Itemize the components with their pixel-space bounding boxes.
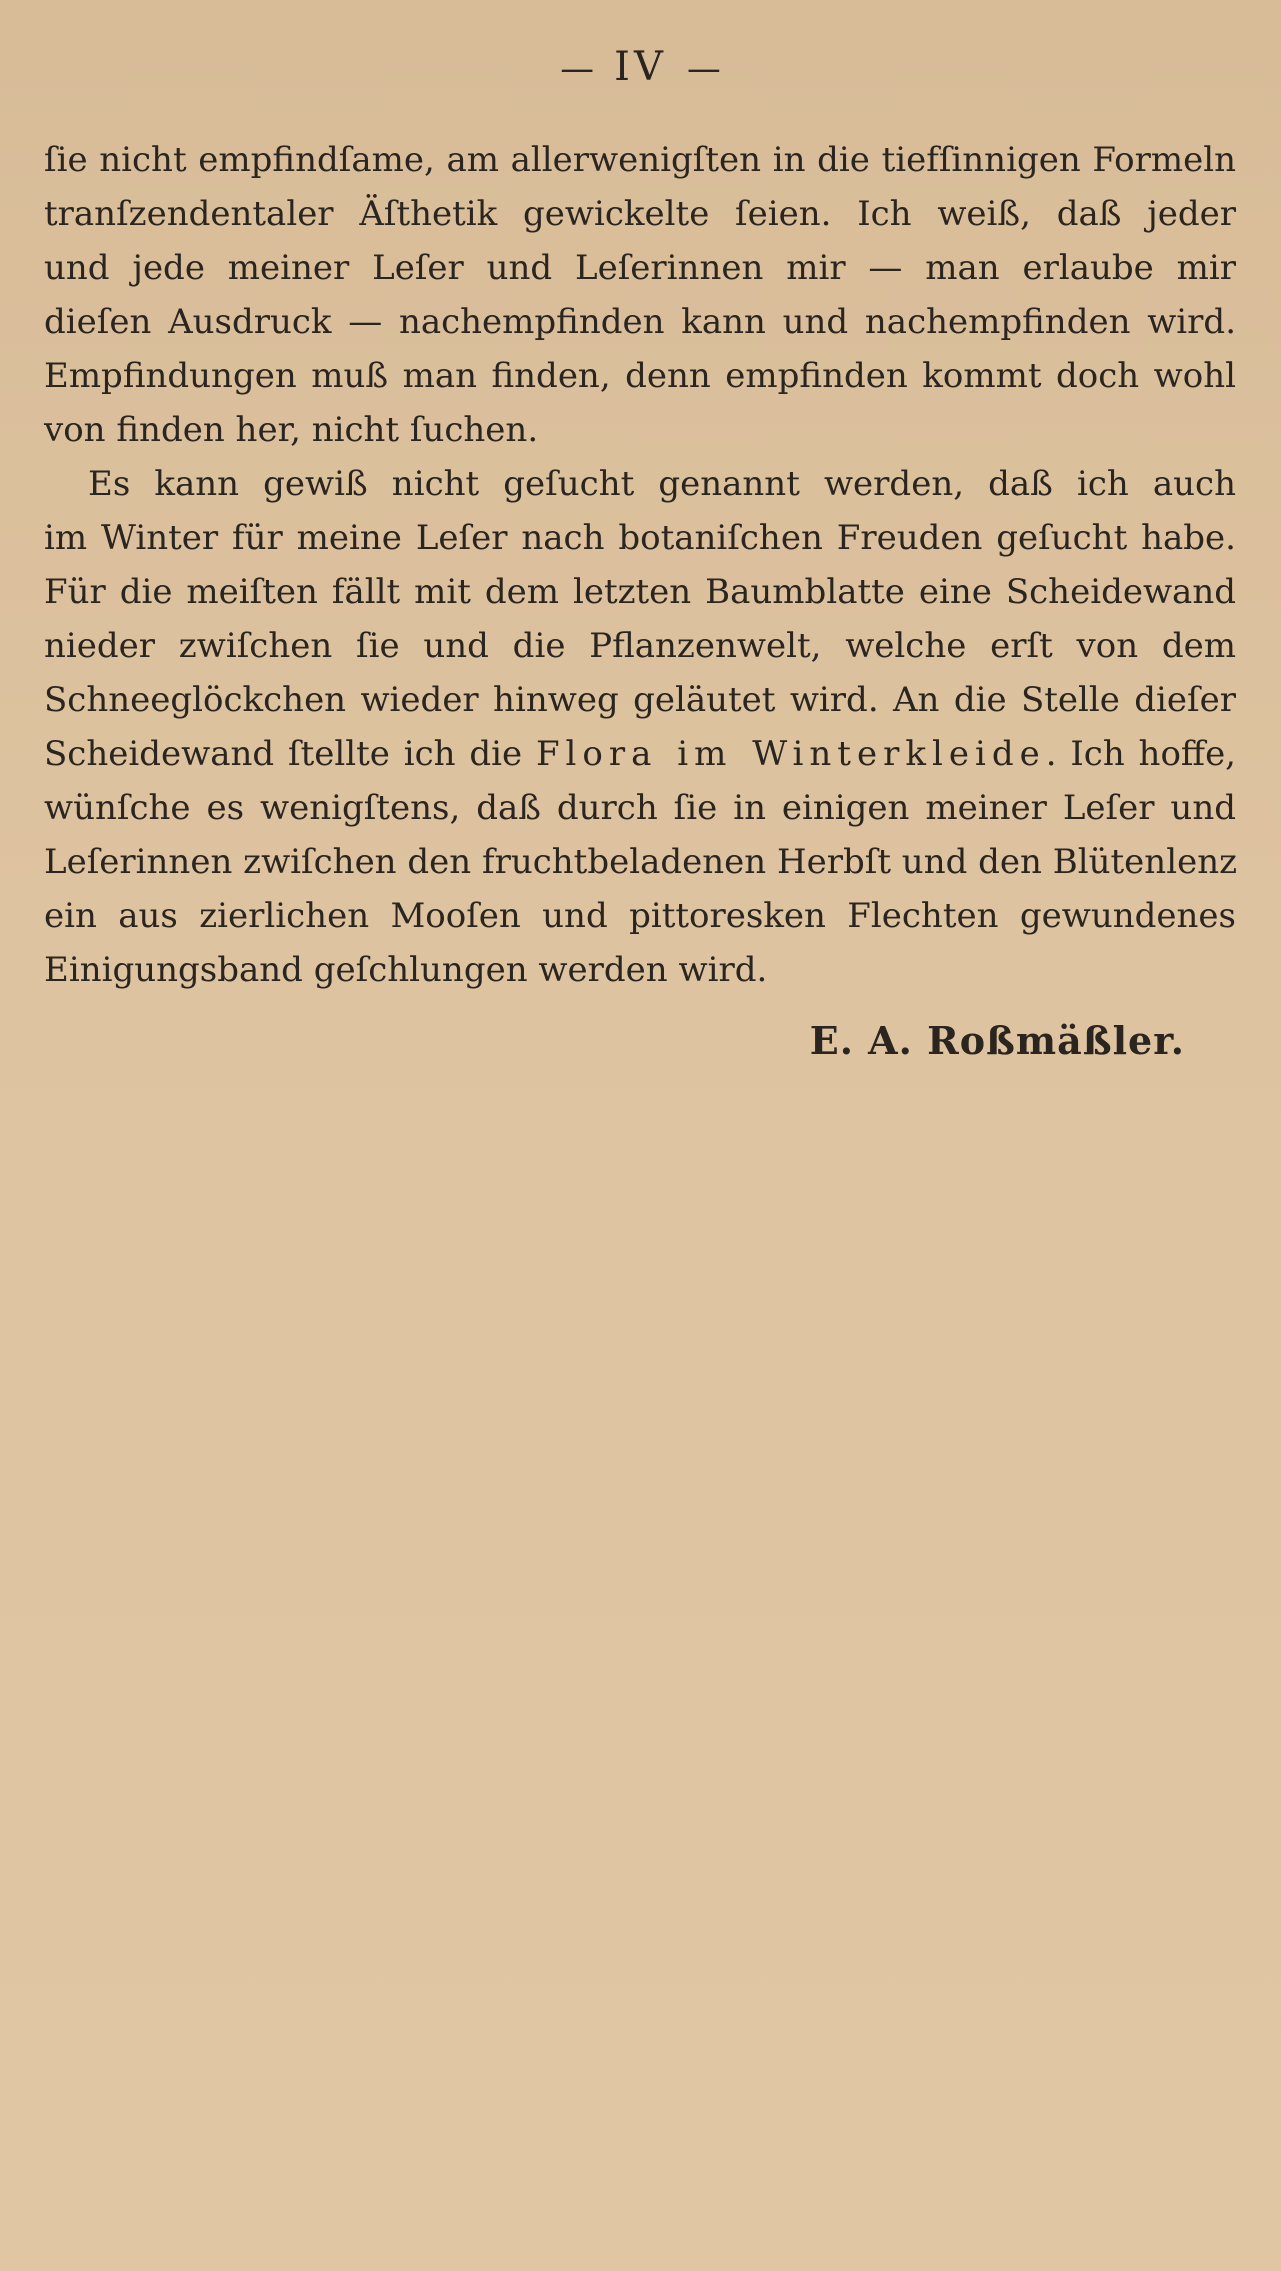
text-line: wünſche es wenigſtens, daß durch ſie in einigen meiner Leſer und xyxy=(44,788,1236,828)
text-line-with-title xyxy=(44,727,1236,781)
text-line: Leſerinnen zwiſchen den fruchtbeladenen Herbſt und den Blütenlenz xyxy=(44,842,1238,882)
page-header xyxy=(0,44,1281,90)
text-line: nieder zwiſchen ſie und die Pflanzenwelt, welche erſt von dem xyxy=(44,626,1236,666)
text-line: Es kann gewiß nicht geſucht genannt werden, daß ich auch xyxy=(88,464,1236,504)
author-signature: E. A. Roßmäßler. xyxy=(809,1018,1185,1063)
text-segment: Scheidewand ſtellte ich die xyxy=(44,734,536,774)
text-line: im Winter für meine Leſer nach botaniſchen Freuden geſucht habe. xyxy=(44,518,1236,558)
header-left-dash: — xyxy=(560,49,595,89)
text-line: Empfindungen muß man finden, denn empfinden kommt doch wohl xyxy=(44,356,1236,396)
text-line: Einigungsband geſchlungen werden wird. xyxy=(44,950,768,990)
page-number: IV xyxy=(614,44,667,90)
text-line: von finden her, nicht ſuchen. xyxy=(44,410,539,450)
body-text xyxy=(44,133,1236,997)
text-line: Für die meiſten fällt mit dem letzten Baumblatte eine Scheidewand xyxy=(44,572,1236,612)
text-line: und jede meiner Leſer und Leſerinnen mir — man erlaube mir xyxy=(44,248,1236,288)
text-line: ein aus zierlichen Mooſen und pittoresken Flechten gewundenes xyxy=(44,896,1236,936)
text-line: dieſen Ausdruck — nachempfinden kann und nachempfinden wird. xyxy=(44,302,1236,342)
header-right-dash: — xyxy=(686,49,721,89)
text-line: ſie nicht empfindſame, am allerwenigſten in die tiefſinnigen Formeln xyxy=(44,140,1236,180)
text-segment: . Ich hoffe, xyxy=(1045,734,1236,774)
text-line: tranſzendentaler Äſthetik gewickelte ſeien. Ich weiß, daß jeder xyxy=(44,194,1236,234)
text-line: Schneeglöckchen wieder hinweg geläutet wird. An die Stelle dieſer xyxy=(44,680,1236,720)
book-title: Flora im Winterkleide xyxy=(535,734,1046,774)
